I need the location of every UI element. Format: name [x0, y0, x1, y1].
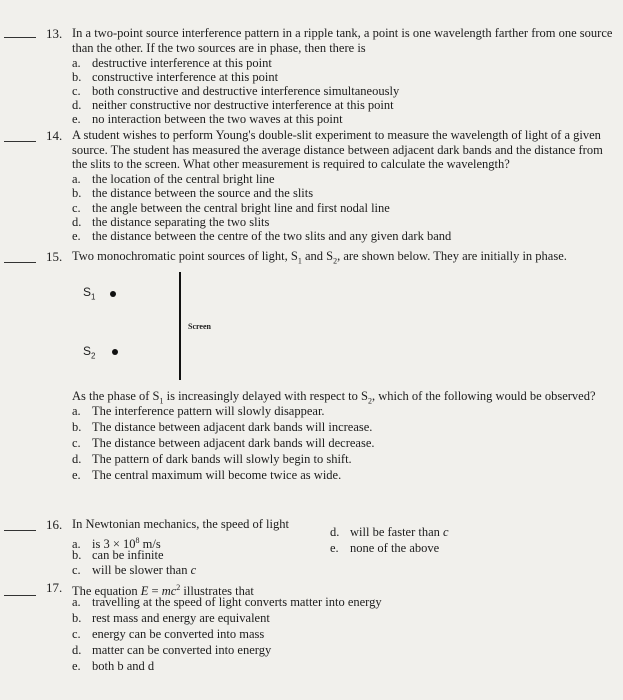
- q13-stem-line2: than the other. If the two sources are in phase, then there is: [72, 41, 366, 55]
- q15-option-e[interactable]: [72, 468, 341, 483]
- option-letter: b.: [72, 420, 82, 434]
- option-letter: c.: [72, 563, 81, 577]
- option-letter: d.: [72, 215, 82, 229]
- option-text: no interaction between the two waves at this point: [92, 112, 343, 126]
- option-letter: e.: [72, 468, 81, 482]
- q15-option-a[interactable]: [72, 404, 325, 419]
- q17-option-b[interactable]: [72, 611, 270, 626]
- q16-option-d[interactable]: d. will be faster than c: [330, 525, 449, 539]
- option-text: neither constructive nor destructive interference at this point: [92, 98, 394, 112]
- option-text: The interference pattern will slowly disappear.: [92, 404, 325, 418]
- q14-option-e[interactable]: [72, 229, 451, 244]
- option-text: the location of the central bright line: [92, 172, 275, 186]
- q16-stem: In Newtonian mechanics, the speed of light: [72, 517, 289, 531]
- q15-option-c[interactable]: [72, 436, 375, 451]
- q17-option-a[interactable]: [72, 595, 382, 610]
- option-text: rest mass and energy are equivalent: [92, 611, 270, 625]
- option-letter: a.: [72, 595, 81, 609]
- option-letter: e.: [72, 229, 81, 243]
- option-text: The distance between adjacent dark bands will decrease.: [92, 436, 375, 450]
- q13-option-b[interactable]: [72, 70, 278, 85]
- screen-line: [179, 272, 181, 380]
- q14-option-d[interactable]: [72, 215, 269, 230]
- q16-option-a[interactable]: a. is $3 \times 10^8$ m/s: [72, 536, 161, 552]
- q14-option-c[interactable]: [72, 201, 390, 216]
- q16-option-b[interactable]: b. can be infinite: [72, 548, 164, 562]
- q13-option-a[interactable]: [72, 56, 272, 71]
- q16-option-e[interactable]: e. none of the above: [330, 541, 440, 555]
- q15-option-b[interactable]: [72, 420, 372, 435]
- option-letter: d.: [72, 98, 82, 112]
- option-letter: d.: [330, 525, 340, 539]
- option-letter: c.: [72, 201, 81, 215]
- q15-option-d[interactable]: [72, 452, 352, 467]
- q17-stem: The equation $E = mc^2$ illustrates that: [72, 583, 254, 599]
- option-text: the distance between the source and the slits: [92, 186, 314, 200]
- question-number-15: 15.: [46, 249, 63, 264]
- option-letter: c.: [72, 436, 81, 450]
- source-s1-dot: [110, 291, 116, 297]
- question-number-13: 13.: [46, 26, 63, 41]
- q14-option-b[interactable]: [72, 186, 313, 201]
- q14-option-a[interactable]: [72, 172, 275, 187]
- q13-option-c[interactable]: [72, 84, 399, 99]
- q17-option-d[interactable]: [72, 643, 271, 658]
- option-letter: e.: [72, 659, 81, 673]
- option-text: The central maximum will become twice as wide.: [92, 468, 342, 482]
- option-letter: a.: [72, 56, 81, 70]
- option-letter: a.: [72, 404, 81, 418]
- option-letter: b.: [72, 70, 82, 84]
- q16-option-c[interactable]: c. will be slower than c: [72, 563, 197, 577]
- option-letter: a.: [72, 537, 81, 552]
- option-text: the distance between the centre of the two slits and any given dark band: [92, 229, 452, 243]
- option-letter: d.: [72, 452, 82, 466]
- answer-blank-16[interactable]: [4, 530, 36, 531]
- source-s2-dot: [112, 349, 118, 355]
- answer-blank-14[interactable]: [4, 141, 36, 142]
- q15-stem: Two monochromatic point sources of light, $S_1$ and $S_2$, are shown below. They are initially in phase.: [72, 249, 567, 266]
- option-letter: b.: [72, 611, 82, 625]
- answer-blank-15[interactable]: [4, 262, 36, 263]
- q15-followup: As the phase of $S_1$ is increasingly delayed with respect to $S_2$, which of the following would be observed?: [72, 389, 596, 406]
- option-text: travelling at the speed of light converts matter into energy: [92, 595, 382, 609]
- option-letter: b.: [72, 548, 82, 562]
- screen-label: Screen: [188, 322, 211, 331]
- option-letter: c.: [72, 627, 81, 641]
- option-text: destructive interference at this point: [92, 56, 272, 70]
- source-s2-label: $S_2$: [83, 344, 96, 361]
- question-number-17: 17.: [46, 580, 63, 595]
- question-number-14: 14.: [46, 128, 63, 143]
- option-letter: c.: [72, 84, 81, 98]
- option-text: constructive interference at this point: [92, 70, 279, 84]
- q13-option-d[interactable]: [72, 98, 394, 113]
- q17-option-e[interactable]: [72, 659, 154, 674]
- option-letter: e.: [72, 112, 81, 126]
- option-text: both constructive and destructive interference simultaneously: [92, 84, 400, 98]
- option-text: The distance between adjacent dark bands will increase.: [92, 420, 373, 434]
- option-text: energy can be converted into mass: [92, 627, 265, 641]
- question-number-16: 16.: [46, 517, 63, 532]
- source-s1-label: $S_1$: [83, 285, 96, 302]
- q14-stem-line1: A student wishes to perform Young's double-slit experiment to measure the wavelength of light of a given: [72, 128, 601, 142]
- option-text: The pattern of dark bands will slowly begin to shift.: [92, 452, 352, 466]
- q13-stem-line1: In a two-point source interference pattern in a ripple tank, a point is one wavelength farther from one source: [72, 26, 613, 40]
- option-letter: a.: [72, 172, 81, 186]
- option-text: the distance separating the two slits: [92, 215, 270, 229]
- option-text: the angle between the central bright line and first nodal line: [92, 201, 390, 215]
- option-text: both b and d: [92, 659, 155, 673]
- q13-option-e[interactable]: [72, 112, 343, 127]
- option-letter: d.: [72, 643, 82, 657]
- option-text: matter can be converted into energy: [92, 643, 272, 657]
- q17-option-c[interactable]: [72, 627, 264, 642]
- answer-blank-17[interactable]: [4, 595, 36, 596]
- q14-stem-line3: the slits to the screen. What other measurement is required to calculate the wavelength?: [72, 157, 510, 171]
- option-letter: e.: [330, 541, 339, 555]
- answer-blank-13[interactable]: [4, 37, 36, 38]
- q14-stem-line2: source. The student has measured the average distance between adjacent dark bands and the distance from: [72, 143, 603, 157]
- option-letter: b.: [72, 186, 82, 200]
